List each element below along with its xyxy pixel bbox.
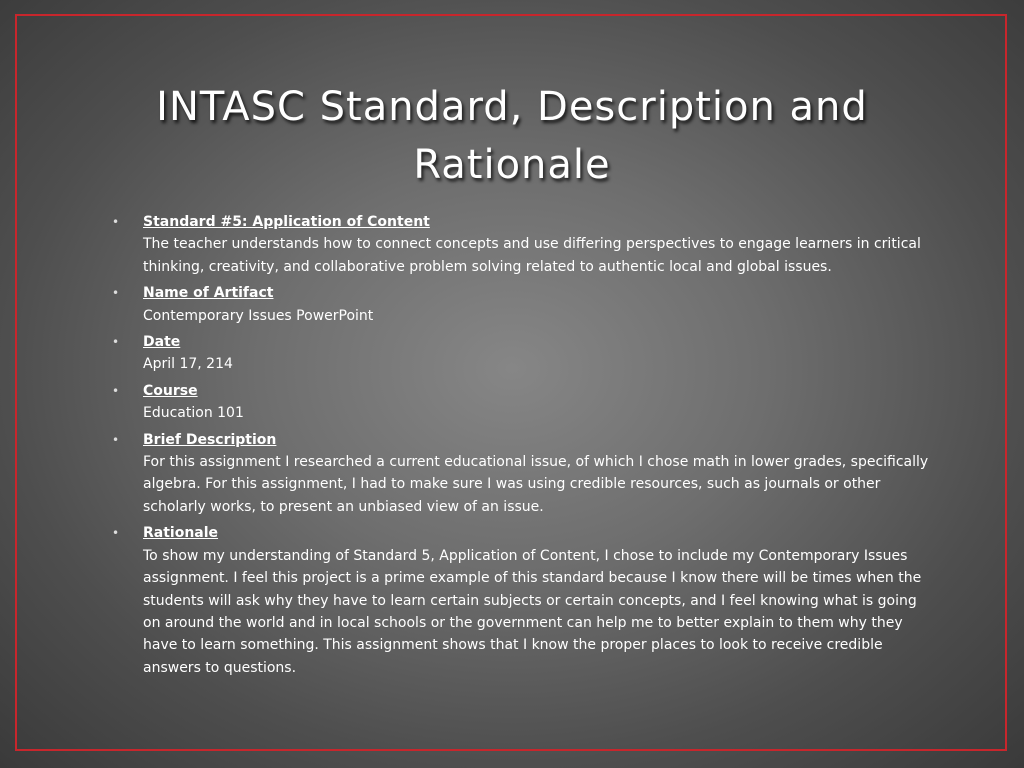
item-text: April 17, 214 [143, 356, 233, 373]
list-item-rationale [112, 522, 932, 679]
item-label: Name of Artifact [143, 285, 274, 302]
list-item-artifact [112, 282, 932, 327]
list-item-course [112, 380, 932, 425]
bullet-icon: • [112, 383, 120, 398]
item-label: Course [143, 382, 198, 399]
bullet-icon: • [112, 432, 120, 447]
slide-title-line-2: Rationale [413, 142, 611, 188]
bullet-icon: • [112, 526, 120, 541]
list-item-date [112, 331, 932, 376]
list-item-description [112, 429, 932, 519]
list-item-standard [112, 211, 932, 278]
bullet-icon: • [112, 286, 120, 301]
slide-title [0, 78, 1024, 194]
item-text: For this assignment I researched a current educational issue, of which I chose math in lower grades, specifically algebra. For this assignment, I had to make sure I was using credible resources, such as journals or other scholarly works, to present an unbiased view of an issue. [143, 454, 929, 515]
item-text: Education 101 [143, 405, 244, 422]
slide-title-line-1: INTASC Standard, Description and [156, 84, 868, 130]
item-label: Standard #5: Application of Content [143, 214, 430, 230]
item-label: Date [143, 334, 181, 351]
item-label: Rationale [143, 525, 219, 542]
item-text: Contemporary Issues PowerPoint [143, 307, 374, 324]
bullet-icon: • [112, 215, 120, 229]
bullet-icon: • [112, 335, 120, 350]
item-label: Brief Description [143, 431, 277, 448]
bullet-list [112, 211, 932, 683]
item-text: The teacher understands how to connect concepts and use differing perspectives to engage learners in critical thinking, creativity, and collaborative problem solving related to authentic local and global issues. [143, 236, 921, 275]
item-text: To show my understanding of Standard 5, Application of Content, I chose to include my Contemporary Issues assignment. I feel this project is a prime example of this standard because I know there will be times when the students will ask why they have to learn certain subjects or certain concepts, and I feel knowing what is going on around the world and in local schools or the government can help me to better explain to them why they have to learn something. This assignment shows that I know the proper places to look to receive credible answers to questions. [143, 547, 922, 676]
